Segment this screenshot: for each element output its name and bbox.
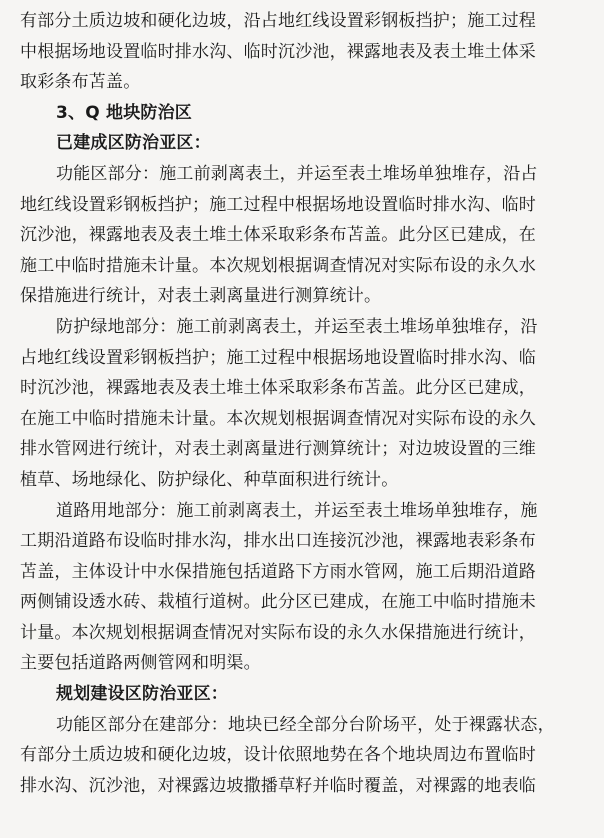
paragraph-line: 有部分土质边坡和硬化边坡，沿占地红线设置彩钢板挡护；施工过程 <box>20 11 536 31</box>
paragraph-line: 占地红线设置彩钢板挡护；施工过程中根据场地设置临时排水沟、临 <box>20 347 536 368</box>
paragraph-line: 工期沿道路布设临时排水沟，排水出口连接沉沙池，裸露地表彩条布 <box>20 531 536 552</box>
paragraph-line: 主要包括道路两侧管网和明渠。 <box>20 653 261 674</box>
paragraph-line: 时沉沙池，裸露地表及表土堆土体采取彩条布苫盖。此分区已建成， <box>20 378 536 399</box>
paragraph-line: 道路用地部分：施工前剥离表土，并运至表土堆场单独堆存，施 <box>56 500 538 521</box>
subsection-heading: 已建成区防治亚区： <box>56 133 211 154</box>
paragraph-line: 功能区部分：施工前剥离表土，并运至表土堆场单独堆存，沿占 <box>56 163 538 184</box>
paragraph-line: 取彩条布苫盖。 <box>20 72 141 93</box>
paragraph-line: 中根据场地设置临时排水沟、临时沉沙池，裸露地表及表土堆土体采 <box>20 41 536 62</box>
subsection-heading: 规划建设区防治亚区： <box>56 684 228 705</box>
paragraph-line: 在施工中临时措施未计量。本次规划根据调查情况对实际布设的永久 <box>20 408 536 429</box>
paragraph-line: 沉沙池，裸露地表及表土堆土体采取彩条布苫盖。此分区已建成，在 <box>20 225 536 246</box>
paragraph-line: 保措施进行统计，对表土剥离量进行测算统计。 <box>20 286 382 307</box>
paragraph-line: 防护绿地部分：施工前剥离表土，并运至表土堆场单独堆存，沿 <box>56 316 538 337</box>
paragraph-line: 植草、场地绿化、防护绿化、种草面积进行统计。 <box>20 469 399 490</box>
paragraph-line: 排水管网进行统计，对表土剥离量进行测算统计；对边坡设置的三维 <box>20 439 536 460</box>
paragraph-line: 功能区部分在建部分：地块已经全部分台阶场平，处于裸露状态， <box>56 714 555 735</box>
paragraph-line: 计量。本次规划根据调查情况对实际布设的永久水保措施进行统计， <box>20 622 536 643</box>
paragraph-line: 苫盖，主体设计中水保措施包括道路下方雨水管网，施工后期沿道路 <box>20 561 536 582</box>
paragraph-line: 两侧铺设透水砖、栽植行道树。此分区已建成，在施工中临时措施未 <box>20 592 536 613</box>
paragraph-line: 地红线设置彩钢板挡护；施工过程中根据场地设置临时排水沟、临时 <box>20 194 536 215</box>
paragraph-line: 有部分土质边坡和硬化边坡，设计依照地势在各个地块周边布置临时 <box>20 745 536 766</box>
paragraph-line: 排水沟、沉沙池，对裸露边坡撒播草籽并临时覆盖，对裸露的地表临 <box>20 775 536 796</box>
paragraph-line: 施工中临时措施未计量。本次规划根据调查情况对实际布设的永久水 <box>20 255 536 276</box>
section-heading: 3、Q 地块防治区 <box>56 102 192 123</box>
